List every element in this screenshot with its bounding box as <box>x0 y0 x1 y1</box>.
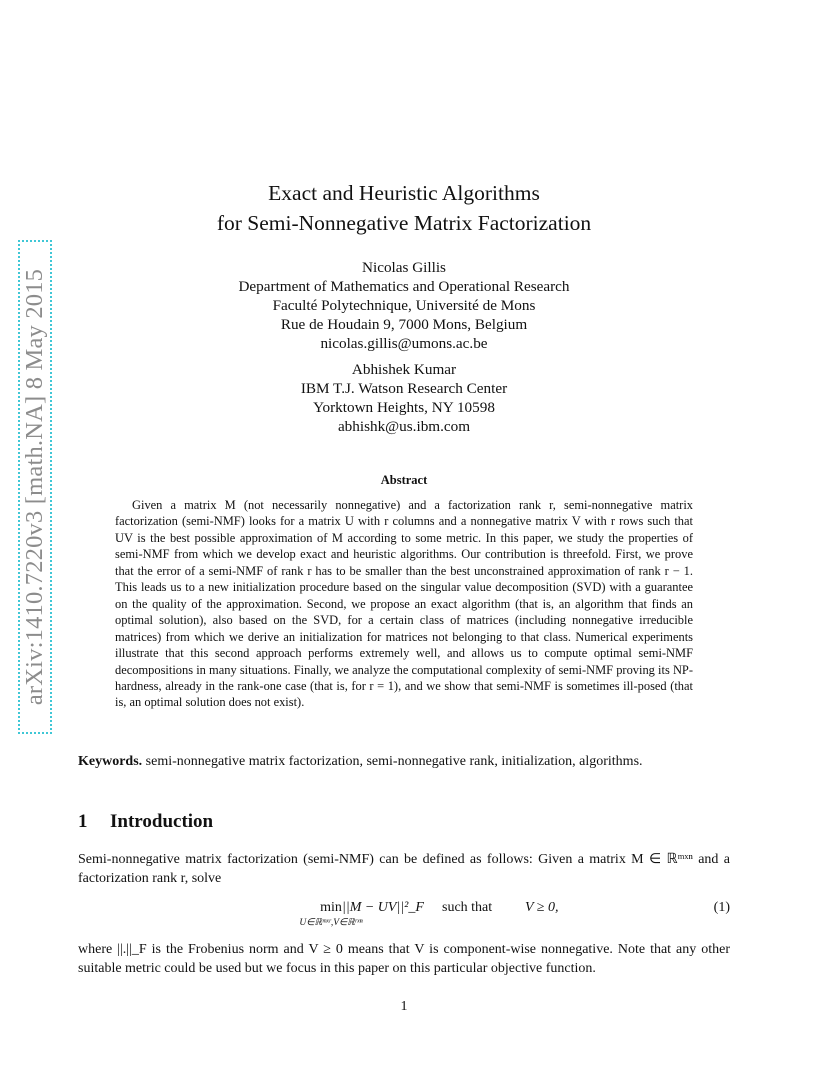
paper-title-line-2: for Semi-Nonnegative Matrix Factorization <box>216 211 592 235</box>
abstract-text: Given a matrix M (not necessarily nonnegative) and a factorization rank r, semi-nonnegative matrix factorization (semi-NMF) looks for a matrix U with r columns and a nonnegative matrix V with r rows such that UV is the best possible approximation of M according to some metric. In this paper, we study the properties of semi-NMF from which we develop exact and heuristic algorithms. Our contribution is threefold. First, we prove that the error of a semi-NMF of rank r has to be smaller than the best unconstrained approximation of rank r − 1. This leads us to a new initialization procedure based on the singular value decomposition (SVD) with a guarantee on the quality of the approximation. Second, we propose an exact algorithm (that is, an algorithm that finds an optimal solution), also based on the SVD, for a certain class of matrices (including nonnegative irreducible matrices) from which we derive an initialization for matrices not belonging to that class. Numerical experiments illustrate that this second approach performs extremely well, and allows us to compute optimal semi-NMF decompositions in many situations. Finally, we analyze the computational complexity of semi-NMF proving its NP-hardness, already in the rank-one case (that is, for r = 1), and we show that semi-NMF is sometimes ill-posed (that is, an optimal solution does not exist). <box>115 498 693 710</box>
equation-objective: ||M − UV||²_F <box>342 900 424 915</box>
keywords-label: Keywords. <box>78 754 143 769</box>
equation-subscript: U∈ℝᵐˣʳ,V∈ℝʳˣⁿ <box>299 918 363 928</box>
author-affiliation: Faculté Polytechnique, Université de Mons <box>272 297 536 314</box>
author-email[interactable]: nicolas.gillis@umons.ac.be <box>320 335 488 352</box>
equation-number[interactable]: (1) <box>713 900 730 915</box>
section-heading <box>78 811 213 833</box>
author-name: Nicolas Gillis <box>362 259 446 276</box>
abstract-heading: Abstract <box>380 473 428 487</box>
page-number: 1 <box>400 999 408 1014</box>
author-affiliation: Yorktown Heights, NY 10598 <box>313 399 495 416</box>
equation-constraint: V ≥ 0, <box>525 900 559 915</box>
paper-title-line-1: Exact and Heuristic Algorithms <box>268 181 540 205</box>
author-affiliation: Rue de Houdain 9, 7000 Mons, Belgium <box>280 316 528 333</box>
author-affiliation: IBM T.J. Watson Research Center <box>300 380 508 397</box>
equation-1 <box>78 895 730 931</box>
equation-such-that: such that <box>442 900 493 915</box>
author-email[interactable]: abhishk@us.ibm.com <box>337 418 471 435</box>
intro-paragraph: Semi-nonnegative matrix factorization (semi-NMF) can be defined as follows: Given a matrix M ∈ ℝᵐˣⁿ and a factorization rank r, solve <box>78 852 730 886</box>
author-name: Abhishek Kumar <box>351 361 457 378</box>
keywords-text: semi-nonnegative matrix factorization, semi-nonnegative rank, initialization, algorithms. <box>145 754 643 769</box>
equation-min-operator: min <box>320 900 342 915</box>
keywords <box>78 752 730 771</box>
intro-paragraph: where ||.||_F is the Frobenius norm and V ≥ 0 means that V is component-wise nonnegative. Note that any other suitable metric could be used but we focus in this paper on this particular objective function. <box>78 942 730 976</box>
arxiv-stamp[interactable]: arXiv:1410.7220v3 [math.NA] 8 May 2015 <box>21 268 48 706</box>
author-affiliation: Department of Mathematics and Operational Research <box>238 278 570 295</box>
section-number: 1 <box>78 811 88 832</box>
section-title: Introduction <box>110 811 214 832</box>
